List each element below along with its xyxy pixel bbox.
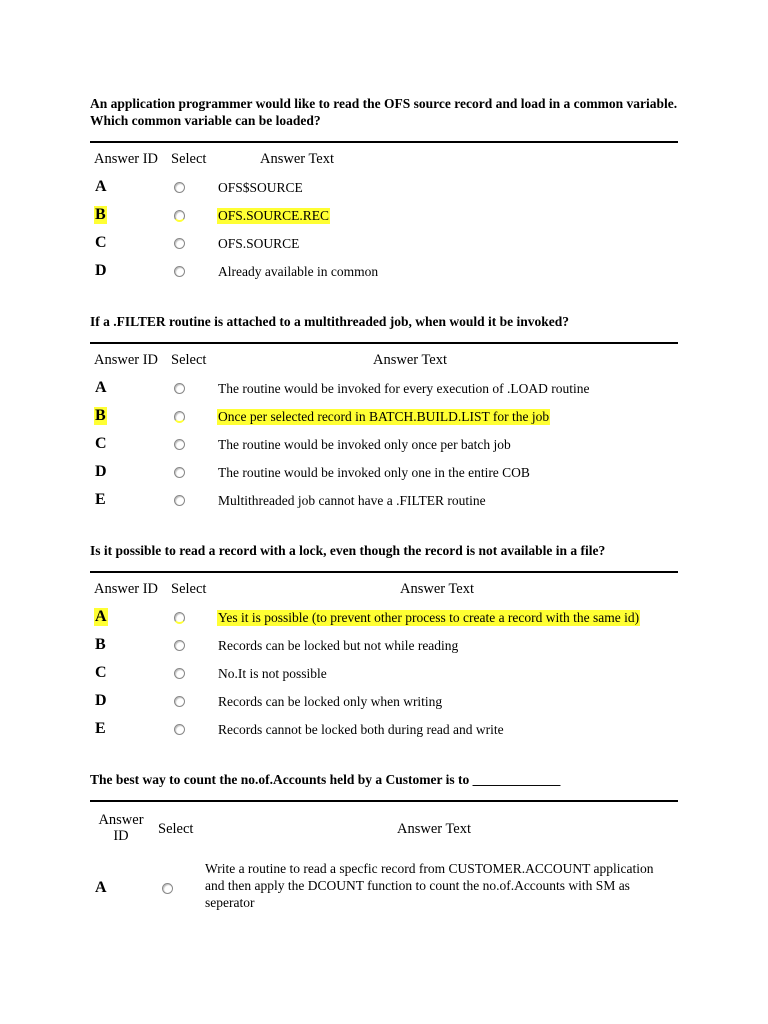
answer-text: OFS.SOURCE.REC (218, 208, 330, 223)
answer-text: No.It is not possible (218, 666, 327, 681)
radio-button[interactable] (162, 883, 173, 894)
answer-id: E (95, 720, 106, 737)
header-answer-id: Answer ID (94, 151, 159, 167)
header-select: Select (171, 352, 207, 368)
radio-button[interactable] (174, 612, 185, 624)
answer-text: The routine would be invoked only one in the entire COB (218, 465, 530, 480)
radio-button[interactable] (174, 495, 185, 506)
question-text: An application programmer would like to read the OFS source record and load in a common variable. Which common variable can be loaded? (90, 96, 678, 128)
header-select: Select (171, 581, 207, 597)
answer-row (90, 402, 680, 430)
answer-row (90, 257, 680, 285)
answer-text: The routine would be invoked only once per batch job (218, 437, 511, 452)
header-answer-id: Answer ID (98, 812, 144, 844)
answer-row (90, 374, 680, 402)
header-answer-id: Answer ID (94, 581, 159, 597)
answer-text: Records can be locked only when writing (218, 694, 443, 709)
answer-text: Multithreaded job cannot have a .FILTER routine (218, 493, 486, 508)
answer-row (90, 659, 680, 687)
answer-row (90, 201, 680, 229)
answer-row (90, 458, 680, 486)
answer-id: D (95, 262, 107, 279)
answer-row (90, 486, 680, 514)
radio-button[interactable] (174, 383, 185, 394)
answer-text: The routine would be invoked for every execution of .LOAD routine (218, 381, 590, 396)
header-answer-text: Answer Text (260, 151, 335, 167)
question-text: Is it possible to read a record with a lock, even though the record is not available in a file? (90, 543, 606, 558)
answer-id: B (95, 206, 106, 223)
question-block-4 (90, 771, 680, 916)
answer-row (90, 430, 680, 458)
answer-id: B (95, 636, 106, 653)
answer-row (90, 173, 680, 201)
answer-text: Records cannot be locked both during read and write (218, 722, 504, 737)
answer-row (90, 687, 680, 715)
answer-id: C (95, 664, 107, 681)
answer-id: A (95, 608, 107, 625)
answer-row (90, 715, 680, 743)
answer-text: OFS$SOURCE (218, 180, 303, 195)
answer-id: B (95, 407, 106, 424)
radio-button[interactable] (174, 696, 185, 707)
answer-id: A (95, 379, 107, 396)
radio-button[interactable] (174, 668, 185, 679)
question-block-3 (90, 542, 680, 743)
radio-button[interactable] (174, 467, 185, 478)
answer-id: D (95, 463, 107, 480)
header-answer-text: Answer Text (373, 352, 448, 368)
radio-button[interactable] (174, 640, 185, 651)
header-answer-id: Answer ID (94, 352, 159, 368)
answer-text: Records can be locked but not while reading (218, 638, 459, 653)
question-text: If a .FILTER routine is attached to a multithreaded job, when would it be invoked? (90, 314, 570, 329)
answer-id: A (95, 178, 107, 195)
answer-table-header (90, 143, 680, 173)
answer-table-header (90, 802, 680, 860)
answer-id: C (95, 234, 107, 251)
answer-id: C (95, 435, 107, 452)
header-answer-text: Answer Text (400, 581, 475, 597)
answer-id: D (95, 692, 107, 709)
radio-button[interactable] (174, 266, 185, 277)
answer-table-header (90, 573, 680, 603)
header-select: Select (158, 821, 194, 837)
radio-button[interactable] (174, 182, 185, 193)
radio-button[interactable] (174, 238, 185, 249)
answer-row (90, 631, 680, 659)
radio-button[interactable] (174, 411, 185, 423)
answer-id: A (95, 879, 107, 896)
answer-text: Write a routine to read a specfic record from CUSTOMER.ACCOUNT application and then apply the DCOUNT function to count the no.of.Accounts with SM as seperator (205, 861, 654, 910)
question-block-2 (90, 313, 680, 514)
header-answer-text: Answer Text (397, 821, 472, 837)
radio-button[interactable] (174, 439, 185, 450)
answer-row (90, 860, 680, 916)
answer-text: Already available in common (218, 264, 379, 279)
answer-table-header (90, 344, 680, 374)
question-text: The best way to count the no.of.Accounts held by a Customer is to _____________ (90, 772, 561, 787)
radio-button[interactable] (174, 210, 185, 222)
answer-text: Once per selected record in BATCH.BUILD.LIST for the job (218, 409, 550, 424)
radio-button[interactable] (174, 724, 185, 735)
answer-text: OFS.SOURCE (218, 236, 300, 251)
answer-row (90, 603, 680, 631)
answer-id: E (95, 491, 106, 508)
answer-text: Yes it is possible (to prevent other process to create a record with the same id) (218, 610, 640, 625)
answer-row (90, 229, 680, 257)
question-block-1 (90, 95, 680, 285)
header-select: Select (171, 151, 207, 167)
